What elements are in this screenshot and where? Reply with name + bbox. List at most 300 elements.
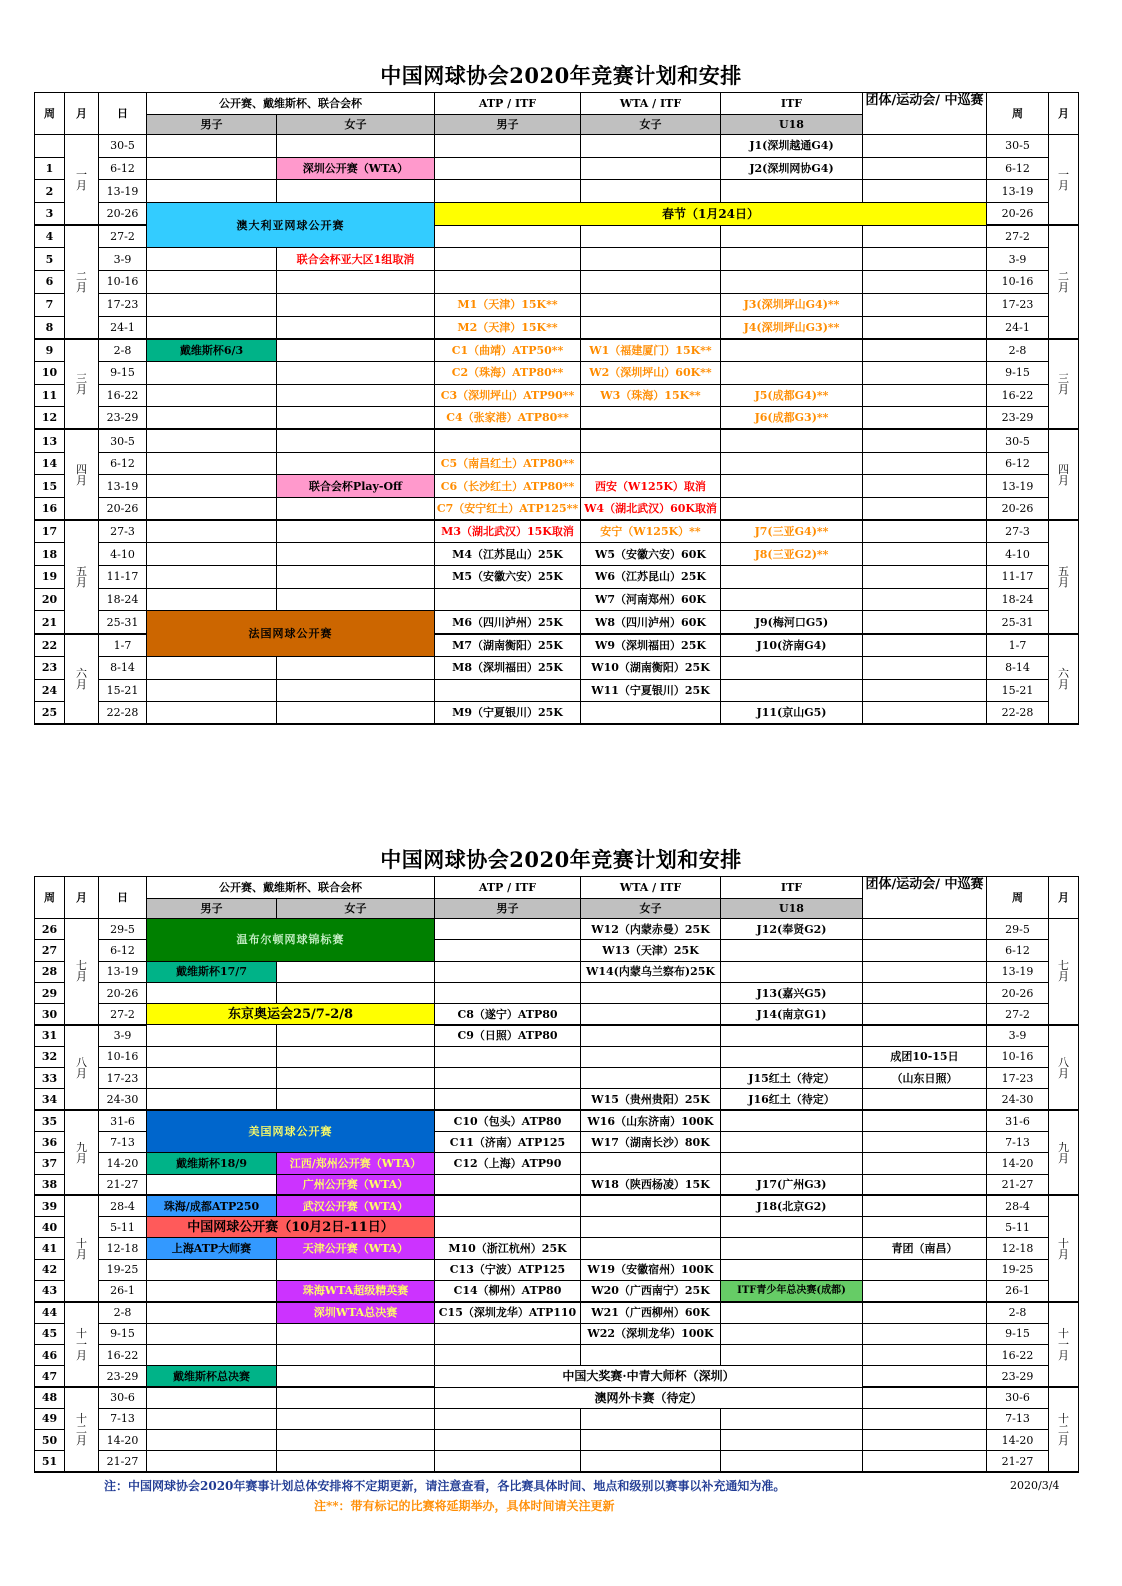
wta-women-cell bbox=[581, 702, 721, 725]
date-range-right: 30-6 bbox=[987, 1387, 1049, 1408]
women-open-cell bbox=[277, 566, 435, 589]
wta-women-cell bbox=[581, 1068, 721, 1089]
week-number: 42 bbox=[35, 1259, 65, 1280]
itf-u18-cell: J18(北京G2) bbox=[721, 1195, 863, 1216]
month-label: 六 月 bbox=[65, 634, 99, 725]
atp-men-cell bbox=[435, 180, 581, 203]
team-cell bbox=[863, 1323, 987, 1344]
date-range: 16-22 bbox=[99, 384, 147, 407]
women-open-cell bbox=[277, 498, 435, 521]
date-range: 19-25 bbox=[99, 1259, 147, 1280]
women-open-cell bbox=[277, 1387, 435, 1408]
atp-men-cell: C7（安宁红土）ATP125** bbox=[435, 498, 581, 521]
atp-men-cell: M10（浙江杭州）25K bbox=[435, 1238, 581, 1259]
wta-women-cell bbox=[581, 293, 721, 316]
itf-u18-cell bbox=[721, 961, 863, 982]
table-row bbox=[35, 203, 1079, 226]
women-open-cell: 江西/郑州公开赛（WTA） bbox=[277, 1153, 435, 1174]
itf-u18-cell bbox=[721, 339, 863, 362]
team-cell bbox=[863, 361, 987, 384]
week-number: 15 bbox=[35, 475, 65, 498]
date-range-right: 19-25 bbox=[987, 1259, 1049, 1280]
itf-u18-cell: J8(三亚G2)** bbox=[721, 543, 863, 566]
itf-u18-cell: J4(深圳坪山G3)** bbox=[721, 316, 863, 339]
itf-u18-cell bbox=[721, 429, 863, 452]
china-grand-prix-span: 中国大奖赛·中青大师杯（深圳） bbox=[435, 1366, 863, 1387]
team-cell bbox=[863, 982, 987, 1003]
wta-women-cell: W21（广西柳州）60K bbox=[581, 1302, 721, 1323]
women-open-cell bbox=[277, 271, 435, 294]
itf-u18-cell bbox=[721, 1408, 863, 1429]
itf-u18-cell bbox=[721, 1323, 863, 1344]
week-number: 32 bbox=[35, 1046, 65, 1067]
team-cell bbox=[863, 520, 987, 543]
page-title-1: 中国网球协会2020年竞赛计划和安排 bbox=[380, 63, 742, 88]
tokyo-olympics-span: 东京奥运会25/7-2/8 bbox=[147, 1004, 435, 1025]
wta-women-cell: W17（湖南长沙）80K bbox=[581, 1131, 721, 1152]
men-open-cell: 戴维斯杯18/9 bbox=[147, 1153, 277, 1174]
col-week-header: 周 bbox=[35, 877, 65, 919]
women-open-cell bbox=[277, 1025, 435, 1046]
women-open-cell bbox=[277, 982, 435, 1003]
wta-women-cell bbox=[581, 407, 721, 430]
wta-women-cell: W10（湖南衡阳）25K bbox=[581, 656, 721, 679]
date-range-right: 5-11 bbox=[987, 1217, 1049, 1238]
team-cell bbox=[863, 316, 987, 339]
team-cell bbox=[863, 634, 987, 657]
atp-men-cell bbox=[435, 1046, 581, 1067]
atp-men-cell: C15（深圳龙华）ATP110 bbox=[435, 1302, 581, 1323]
spring-festival-span: 春节（1月24日） bbox=[435, 203, 987, 226]
date-range: 18-24 bbox=[99, 588, 147, 611]
atp-men-cell: C1（曲靖）ATP50** bbox=[435, 339, 581, 362]
team-cell bbox=[863, 1366, 987, 1387]
table-row bbox=[35, 1366, 1079, 1387]
itf-u18-cell bbox=[721, 1430, 863, 1451]
team-cell bbox=[863, 1217, 987, 1238]
men-open-cell: 戴维斯杯总决赛 bbox=[147, 1366, 277, 1387]
date-range-right: 10-16 bbox=[987, 271, 1049, 294]
wta-women-cell bbox=[581, 316, 721, 339]
col-wta-header: WTA / ITF bbox=[581, 93, 721, 115]
week-number: 26 bbox=[35, 919, 65, 940]
date-range-right: 22-28 bbox=[987, 702, 1049, 725]
itf-u18-cell: J12(奉贤G2) bbox=[721, 919, 863, 940]
col-week-header: 周 bbox=[35, 93, 65, 135]
subhead-women: 女子 bbox=[277, 899, 435, 919]
atp-men-cell bbox=[435, 1089, 581, 1110]
men-open-cell bbox=[147, 361, 277, 384]
col-month-right-header: 月 bbox=[1049, 877, 1079, 919]
table-row bbox=[35, 361, 1079, 384]
table-row bbox=[35, 1174, 1079, 1195]
french-open-span: 法国网球公开赛 bbox=[147, 611, 435, 656]
date-range: 20-26 bbox=[99, 982, 147, 1003]
atp-men-cell bbox=[435, 271, 581, 294]
men-open-cell bbox=[147, 1430, 277, 1451]
col-open-header: 公开赛、戴维斯杯、联合会杯 bbox=[147, 877, 435, 899]
atp-men-cell bbox=[435, 588, 581, 611]
women-open-cell bbox=[277, 702, 435, 725]
week-number: 2 bbox=[35, 180, 65, 203]
month-label: 八 月 bbox=[65, 1025, 99, 1110]
aus-wildcard-span: 澳网外卡赛（待定） bbox=[435, 1387, 863, 1408]
date-range: 14-20 bbox=[99, 1153, 147, 1174]
week-number: 25 bbox=[35, 702, 65, 725]
table-row bbox=[35, 1387, 1079, 1408]
date-range: 12-18 bbox=[99, 1238, 147, 1259]
atp-men-cell bbox=[435, 1174, 581, 1195]
date-range-right: 15-21 bbox=[987, 679, 1049, 702]
week-number: 5 bbox=[35, 248, 65, 271]
men-open-cell bbox=[147, 475, 277, 498]
week-number: 34 bbox=[35, 1089, 65, 1110]
team-cell bbox=[863, 407, 987, 430]
date-range: 24-1 bbox=[99, 316, 147, 339]
date-range: 27-3 bbox=[99, 520, 147, 543]
date-range-right: 10-16 bbox=[987, 1046, 1049, 1067]
men-open-cell bbox=[147, 566, 277, 589]
team-cell bbox=[863, 157, 987, 180]
women-open-cell bbox=[277, 135, 435, 158]
week-number: 21 bbox=[35, 611, 65, 634]
table-row bbox=[35, 1089, 1079, 1110]
itf-u18-cell bbox=[721, 566, 863, 589]
team-cell bbox=[863, 940, 987, 961]
team-cell bbox=[863, 225, 987, 248]
itf-u18-cell bbox=[721, 1153, 863, 1174]
table-row bbox=[35, 1004, 1079, 1025]
women-open-cell bbox=[277, 1430, 435, 1451]
women-open-cell bbox=[277, 384, 435, 407]
team-cell bbox=[863, 1344, 987, 1365]
date-range: 6-12 bbox=[99, 157, 147, 180]
wta-women-cell bbox=[581, 429, 721, 452]
table-row bbox=[35, 248, 1079, 271]
wta-women-cell bbox=[581, 1430, 721, 1451]
date-range: 4-10 bbox=[99, 543, 147, 566]
wta-women-cell: W6（江苏昆山）25K bbox=[581, 566, 721, 589]
date-range: 23-29 bbox=[99, 407, 147, 430]
atp-men-cell: C6（长沙红土）ATP80** bbox=[435, 475, 581, 498]
date-range: 10-16 bbox=[99, 271, 147, 294]
date-range-right: 6-12 bbox=[987, 940, 1049, 961]
itf-u18-cell bbox=[721, 1302, 863, 1323]
week-number: 37 bbox=[35, 1153, 65, 1174]
table-row bbox=[35, 1217, 1079, 1238]
team-cell bbox=[863, 248, 987, 271]
itf-u18-cell bbox=[721, 225, 863, 248]
week-number: 11 bbox=[35, 384, 65, 407]
itf-u18-cell: ITF青少年总决赛(成都) bbox=[721, 1281, 863, 1302]
week-number: 46 bbox=[35, 1344, 65, 1365]
itf-u18-cell: J2(深圳网协G4) bbox=[721, 157, 863, 180]
atp-men-cell bbox=[435, 1195, 581, 1216]
date-range: 28-4 bbox=[99, 1195, 147, 1216]
atp-men-cell bbox=[435, 961, 581, 982]
atp-men-cell bbox=[435, 679, 581, 702]
itf-u18-cell: J15红土（待定） bbox=[721, 1068, 863, 1089]
month-label: 十 一 月 bbox=[65, 1302, 99, 1387]
date-range: 29-5 bbox=[99, 919, 147, 940]
month-label: 十 月 bbox=[65, 1195, 99, 1301]
table-row bbox=[35, 1195, 1079, 1216]
date-range: 21-27 bbox=[99, 1174, 147, 1195]
month-label-right: 二 月 bbox=[1049, 225, 1079, 338]
atp-men-cell: M8（深圳福田）25K bbox=[435, 656, 581, 679]
wta-women-cell: W12（内蒙赤曼）25K bbox=[581, 919, 721, 940]
team-cell bbox=[863, 679, 987, 702]
week-number: 24 bbox=[35, 679, 65, 702]
month-label: 五 月 bbox=[65, 520, 99, 633]
month-label: 三 月 bbox=[65, 339, 99, 430]
atp-men-cell bbox=[435, 248, 581, 271]
date-range-right: 31-6 bbox=[987, 1110, 1049, 1131]
date-range-right: 9-15 bbox=[987, 361, 1049, 384]
date-range: 17-23 bbox=[99, 293, 147, 316]
col-team-header: 团体/运动会/ 中巡赛 bbox=[863, 93, 987, 135]
atp-men-cell: M3（湖北武汉）15K取消 bbox=[435, 520, 581, 543]
month-label: 四 月 bbox=[65, 429, 99, 520]
date-range: 11-17 bbox=[99, 566, 147, 589]
table-row bbox=[35, 475, 1079, 498]
atp-men-cell: C14（柳州）ATP80 bbox=[435, 1281, 581, 1302]
date-range-right: 18-24 bbox=[987, 588, 1049, 611]
col-open-header: 公开赛、戴维斯杯、联合会杯 bbox=[147, 93, 435, 115]
team-cell bbox=[863, 1153, 987, 1174]
women-open-cell bbox=[277, 588, 435, 611]
itf-u18-cell: J1(深圳越通G4) bbox=[721, 135, 863, 158]
men-open-cell: 珠海/成都ATP250 bbox=[147, 1195, 277, 1216]
team-cell: 青团（南昌） bbox=[863, 1238, 987, 1259]
date-range-right: 13-19 bbox=[987, 961, 1049, 982]
date-range: 25-31 bbox=[99, 611, 147, 634]
week-number: 50 bbox=[35, 1430, 65, 1451]
itf-u18-cell: J3(深圳坪山G4)** bbox=[721, 293, 863, 316]
date-range-right: 2-8 bbox=[987, 339, 1049, 362]
week-number: 3 bbox=[35, 203, 65, 226]
month-label: 十 二 月 bbox=[65, 1387, 99, 1472]
col-day-header: 日 bbox=[99, 877, 147, 919]
atp-men-cell: M2（天津）15K** bbox=[435, 316, 581, 339]
team-cell bbox=[863, 429, 987, 452]
week-number: 44 bbox=[35, 1302, 65, 1323]
women-open-cell bbox=[277, 180, 435, 203]
date-range-right: 13-19 bbox=[987, 180, 1049, 203]
date-range: 20-26 bbox=[99, 203, 147, 226]
week-number: 48 bbox=[35, 1387, 65, 1408]
date-range-right: 6-12 bbox=[987, 157, 1049, 180]
itf-u18-cell bbox=[721, 1046, 863, 1067]
col-month-header: 月 bbox=[65, 877, 99, 919]
team-cell bbox=[863, 271, 987, 294]
wta-women-cell: W2（深圳坪山）60K** bbox=[581, 361, 721, 384]
women-open-cell bbox=[277, 656, 435, 679]
itf-u18-cell: J5(成都G4)** bbox=[721, 384, 863, 407]
itf-u18-cell: J11(京山G5) bbox=[721, 702, 863, 725]
men-open-cell bbox=[147, 1281, 277, 1302]
subhead-women: 女子 bbox=[277, 115, 435, 135]
table-row bbox=[35, 1259, 1079, 1280]
date-range-right: 7-13 bbox=[987, 1408, 1049, 1429]
atp-men-cell bbox=[435, 225, 581, 248]
atp-men-cell: C5（南昌红土）ATP80** bbox=[435, 452, 581, 475]
wta-women-cell: W4（湖北武汉）60K取消 bbox=[581, 498, 721, 521]
men-open-cell bbox=[147, 1025, 277, 1046]
men-open-cell bbox=[147, 982, 277, 1003]
date-range-right: 28-4 bbox=[987, 1195, 1049, 1216]
col-atp-header: ATP / ITF bbox=[435, 93, 581, 115]
page-title-2: 中国网球协会2020年竞赛计划和安排 bbox=[380, 847, 742, 872]
col-team-header: 团体/运动会/ 中巡赛 bbox=[863, 877, 987, 919]
date-range-right: 9-15 bbox=[987, 1323, 1049, 1344]
wta-women-cell bbox=[581, 1025, 721, 1046]
team-cell bbox=[863, 180, 987, 203]
itf-u18-cell bbox=[721, 1110, 863, 1131]
week-number: 22 bbox=[35, 634, 65, 657]
date-range: 3-9 bbox=[99, 1025, 147, 1046]
col-wta-header: WTA / ITF bbox=[581, 877, 721, 899]
date-range-right: 2-8 bbox=[987, 1302, 1049, 1323]
men-open-cell bbox=[147, 543, 277, 566]
team-cell bbox=[863, 293, 987, 316]
table-row bbox=[35, 1302, 1079, 1323]
week-number: 38 bbox=[35, 1174, 65, 1195]
date-range-right: 24-30 bbox=[987, 1089, 1049, 1110]
atp-men-cell bbox=[435, 135, 581, 158]
wta-women-cell bbox=[581, 1153, 721, 1174]
week-number: 18 bbox=[35, 543, 65, 566]
week-number: 30 bbox=[35, 1004, 65, 1025]
women-open-cell bbox=[277, 1366, 435, 1387]
month-label-right: 五 月 bbox=[1049, 520, 1079, 633]
month-label-right: 六 月 bbox=[1049, 634, 1079, 725]
col-month-right-header: 月 bbox=[1049, 93, 1079, 135]
women-open-cell bbox=[277, 1046, 435, 1067]
atp-men-cell bbox=[435, 1430, 581, 1451]
date-range: 14-20 bbox=[99, 1430, 147, 1451]
men-open-cell bbox=[147, 702, 277, 725]
men-open-cell bbox=[147, 1302, 277, 1323]
week-number: 23 bbox=[35, 656, 65, 679]
subhead-wta-women: 女子 bbox=[581, 115, 721, 135]
table-row bbox=[35, 1025, 1079, 1046]
table-row bbox=[35, 1344, 1079, 1365]
atp-men-cell bbox=[435, 429, 581, 452]
atp-men-cell bbox=[435, 982, 581, 1003]
week-number: 45 bbox=[35, 1323, 65, 1344]
us-open-span: 美国网球公开赛 bbox=[147, 1110, 435, 1153]
date-range-right: 29-5 bbox=[987, 919, 1049, 940]
date-range: 26-1 bbox=[99, 1281, 147, 1302]
subhead-men: 男子 bbox=[147, 899, 277, 919]
date-range: 3-9 bbox=[99, 248, 147, 271]
wta-women-cell bbox=[581, 157, 721, 180]
wta-women-cell: W13（天津）25K bbox=[581, 940, 721, 961]
table-row bbox=[35, 588, 1079, 611]
date-range-right: 14-20 bbox=[987, 1430, 1049, 1451]
women-open-cell bbox=[277, 429, 435, 452]
date-range: 2-8 bbox=[99, 1302, 147, 1323]
women-open-cell bbox=[277, 543, 435, 566]
atp-men-cell: C2（珠海）ATP80** bbox=[435, 361, 581, 384]
women-open-cell bbox=[277, 339, 435, 362]
wta-women-cell: W5（安徽六安）60K bbox=[581, 543, 721, 566]
table-row bbox=[35, 180, 1079, 203]
atp-men-cell: M9（宁夏银川）25K bbox=[435, 702, 581, 725]
atp-men-cell bbox=[435, 940, 581, 961]
week-number bbox=[35, 135, 65, 158]
team-cell bbox=[863, 702, 987, 725]
date-range-right: 7-13 bbox=[987, 1131, 1049, 1152]
date-range: 27-2 bbox=[99, 225, 147, 248]
atp-men-cell bbox=[435, 1068, 581, 1089]
table-row bbox=[35, 384, 1079, 407]
itf-u18-cell bbox=[721, 248, 863, 271]
date-range-right: 4-10 bbox=[987, 543, 1049, 566]
women-open-cell: 珠海WTA超级精英赛 bbox=[277, 1281, 435, 1302]
women-open-cell: 深圳WTA总决赛 bbox=[277, 1302, 435, 1323]
week-number: 12 bbox=[35, 407, 65, 430]
week-number: 28 bbox=[35, 961, 65, 982]
week-number: 16 bbox=[35, 498, 65, 521]
australian-open-span: 澳大利亚网球公开赛 bbox=[147, 203, 435, 248]
wta-women-cell bbox=[581, 982, 721, 1003]
date-range: 21-27 bbox=[99, 1451, 147, 1472]
date-range: 6-12 bbox=[99, 452, 147, 475]
date-range-right: 8-14 bbox=[987, 656, 1049, 679]
date-range: 31-6 bbox=[99, 1110, 147, 1131]
table-row bbox=[35, 543, 1079, 566]
men-open-cell bbox=[147, 656, 277, 679]
month-label: 二 月 bbox=[65, 225, 99, 338]
table-row bbox=[35, 498, 1079, 521]
date-range: 5-11 bbox=[99, 1217, 147, 1238]
wimbledon-span: 温布尔顿网球锦标赛 bbox=[147, 919, 435, 962]
wta-women-cell: W3（珠海）15K** bbox=[581, 384, 721, 407]
atp-men-cell: C8（遂宁）ATP80 bbox=[435, 1004, 581, 1025]
table-row bbox=[35, 452, 1079, 475]
month-label: 九 月 bbox=[65, 1110, 99, 1195]
date-range: 2-8 bbox=[99, 339, 147, 362]
itf-u18-cell bbox=[721, 1259, 863, 1280]
table-row bbox=[35, 1323, 1079, 1344]
month-label: 七 月 bbox=[65, 919, 99, 1025]
week-number: 7 bbox=[35, 293, 65, 316]
team-cell bbox=[863, 1451, 987, 1472]
women-open-cell bbox=[277, 452, 435, 475]
itf-u18-cell bbox=[721, 679, 863, 702]
date-range-right: 27-2 bbox=[987, 1004, 1049, 1025]
date-range-right: 20-26 bbox=[987, 203, 1049, 226]
women-open-cell: 联合会杯亚大区1组取消 bbox=[277, 248, 435, 271]
date-range-right: 21-27 bbox=[987, 1451, 1049, 1472]
table-row bbox=[35, 679, 1079, 702]
col-itf-header: ITF bbox=[721, 93, 863, 115]
date-range: 7-13 bbox=[99, 1131, 147, 1152]
men-open-cell: 上海ATP大师赛 bbox=[147, 1238, 277, 1259]
table-row bbox=[35, 656, 1079, 679]
wta-women-cell: W1（福建厦门）15K** bbox=[581, 339, 721, 362]
week-number: 1 bbox=[35, 157, 65, 180]
table-row bbox=[35, 982, 1079, 1003]
wta-women-cell: W11（宁夏银川）25K bbox=[581, 679, 721, 702]
week-number: 8 bbox=[35, 316, 65, 339]
date-range: 17-23 bbox=[99, 1068, 147, 1089]
men-open-cell bbox=[147, 1174, 277, 1195]
men-open-cell: 戴维斯杯17/7 bbox=[147, 961, 277, 982]
week-number: 27 bbox=[35, 940, 65, 961]
